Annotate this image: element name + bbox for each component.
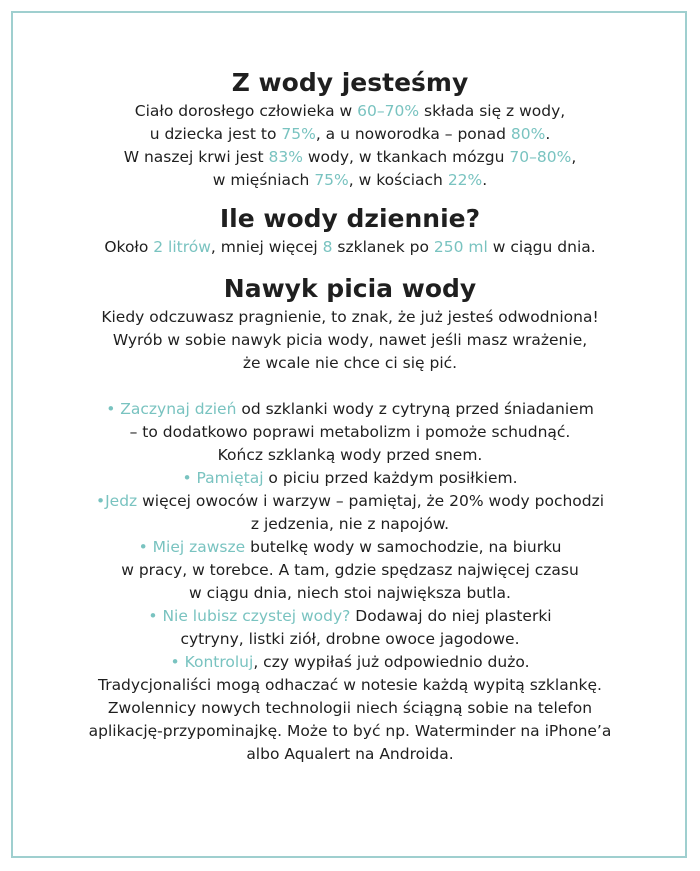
highlighted-text: • Pamiętaj xyxy=(182,469,264,487)
text-line xyxy=(30,720,670,743)
highlighted-text: 70–80% xyxy=(509,148,572,166)
text-line xyxy=(30,100,670,123)
text-line xyxy=(30,559,670,582)
text-segment: u dziecka jest to xyxy=(149,125,282,143)
text-line xyxy=(30,674,670,697)
heading-drinking-habit: Nawyk picia wody xyxy=(223,274,477,303)
highlighted-text: 60–70% xyxy=(357,102,420,120)
text-line xyxy=(30,513,670,536)
text-segment: szklanek po xyxy=(332,238,434,256)
text-segment: , mniej więcej xyxy=(210,238,323,256)
text-segment: wody, w tkankach mózgu xyxy=(302,148,510,166)
text-segment: albo Aqualert na Androida. xyxy=(246,745,454,763)
section-drinking-habit xyxy=(30,272,670,766)
highlighted-text: 75% xyxy=(281,125,316,143)
text-line xyxy=(30,582,670,605)
text-segment: . xyxy=(482,171,488,189)
text-line xyxy=(30,628,670,651)
text-segment: – to dodatkowo poprawi metabolizm i pomoże schudnąć. xyxy=(129,423,571,441)
blank-line xyxy=(30,375,670,398)
section-daily-intake xyxy=(30,202,670,259)
text-segment: Dodawaj do niej plasterki xyxy=(350,607,552,625)
highlighted-text: 83% xyxy=(268,148,303,166)
text-segment: aplikację-przypominajkę. Może to być np. Waterminder na iPhone’a xyxy=(88,722,612,740)
text-line xyxy=(30,236,670,259)
text-line xyxy=(30,605,670,628)
text-segment: Tradycjonaliści mogą odhaczać w notesie każdą wypitą szklankę. xyxy=(98,676,602,694)
highlighted-text: •Jedz xyxy=(95,492,138,510)
text-line xyxy=(30,146,670,169)
text-line xyxy=(30,651,670,674)
text-segment: Wyrób w sobie nawyk picia wody, nawet jeśli masz wrażenie, xyxy=(112,331,588,349)
highlighted-text: • Nie lubisz czystej wody? xyxy=(148,607,351,625)
article xyxy=(30,66,670,766)
highlighted-text: 8 xyxy=(322,238,333,256)
highlighted-text: 80% xyxy=(510,125,546,143)
text-segment: w mięśniach xyxy=(212,171,315,189)
text-segment: Kończ szklanką wody przed snem. xyxy=(217,446,483,464)
highlighted-text: 75% xyxy=(314,171,349,189)
text-line xyxy=(30,467,670,490)
text-line xyxy=(30,398,670,421)
text-line xyxy=(30,536,670,559)
text-segment: Ciało dorosłego człowieka w xyxy=(134,102,358,120)
heading-water-composition: Z wody jesteśmy xyxy=(231,68,469,97)
text-segment: cytryny, listki ziół, drobne owoce jagodowe. xyxy=(180,630,520,648)
text-segment: W naszej krwi jest xyxy=(123,148,269,166)
text-line xyxy=(30,444,670,467)
text-segment: . xyxy=(545,125,551,143)
text-segment: od szklanki wody z cytryną przed śniadaniem xyxy=(236,400,594,418)
text-segment: o piciu przed każdym posiłkiem. xyxy=(263,469,518,487)
section-water-composition xyxy=(30,66,670,192)
text-line xyxy=(30,743,670,766)
text-line xyxy=(30,352,670,375)
text-segment: że wcale nie chce ci się pić. xyxy=(242,354,458,372)
text-line xyxy=(30,306,670,329)
highlighted-text: • Miej zawsze xyxy=(138,538,246,556)
text-segment: butelkę wody w samochodzie, na biurku xyxy=(245,538,562,556)
text-segment: , a u noworodka – ponad xyxy=(315,125,511,143)
text-line xyxy=(30,329,670,352)
text-line xyxy=(30,490,670,513)
text-segment: Zwolennicy nowych technologii niech ściągną sobie na telefon xyxy=(107,699,593,717)
text-segment: w ciągu dnia. xyxy=(487,238,596,256)
text-segment: Kiedy odczuwasz pragnienie, to znak, że już jesteś odwodniona! xyxy=(101,308,599,326)
text-line xyxy=(30,697,670,720)
highlighted-text: 22% xyxy=(447,171,483,189)
text-segment: , czy wypiłaś już odpowiednio dużo. xyxy=(253,653,530,671)
paragraph-drinking-habit xyxy=(30,306,670,766)
text-segment: z jedzenia, nie z napojów. xyxy=(250,515,450,533)
highlighted-text: 2 litrów xyxy=(153,238,211,256)
highlighted-text: • Kontroluj xyxy=(170,653,254,671)
text-segment: Około xyxy=(104,238,154,256)
text-line xyxy=(30,421,670,444)
text-segment: składa się z wody, xyxy=(419,102,566,120)
paragraph-water-composition xyxy=(30,100,670,192)
text-segment: więcej owoców i warzyw – pamiętaj, że 20% wody pochodzi xyxy=(137,492,605,510)
heading-daily-intake: Ile wody dziennie? xyxy=(219,204,481,233)
text-segment: , xyxy=(571,148,577,166)
text-line xyxy=(30,169,670,192)
text-segment: w pracy, w torebce. A tam, gdzie spędzasz najwięcej czasu xyxy=(121,561,579,579)
text-segment: , w kościach xyxy=(348,171,448,189)
highlighted-text: • Zaczynaj dzień xyxy=(106,400,237,418)
paragraph-daily-intake xyxy=(30,236,670,259)
text-line xyxy=(30,123,670,146)
text-segment: w ciągu dnia, niech stoi największa butla. xyxy=(189,584,511,602)
highlighted-text: 250 ml xyxy=(433,238,488,256)
